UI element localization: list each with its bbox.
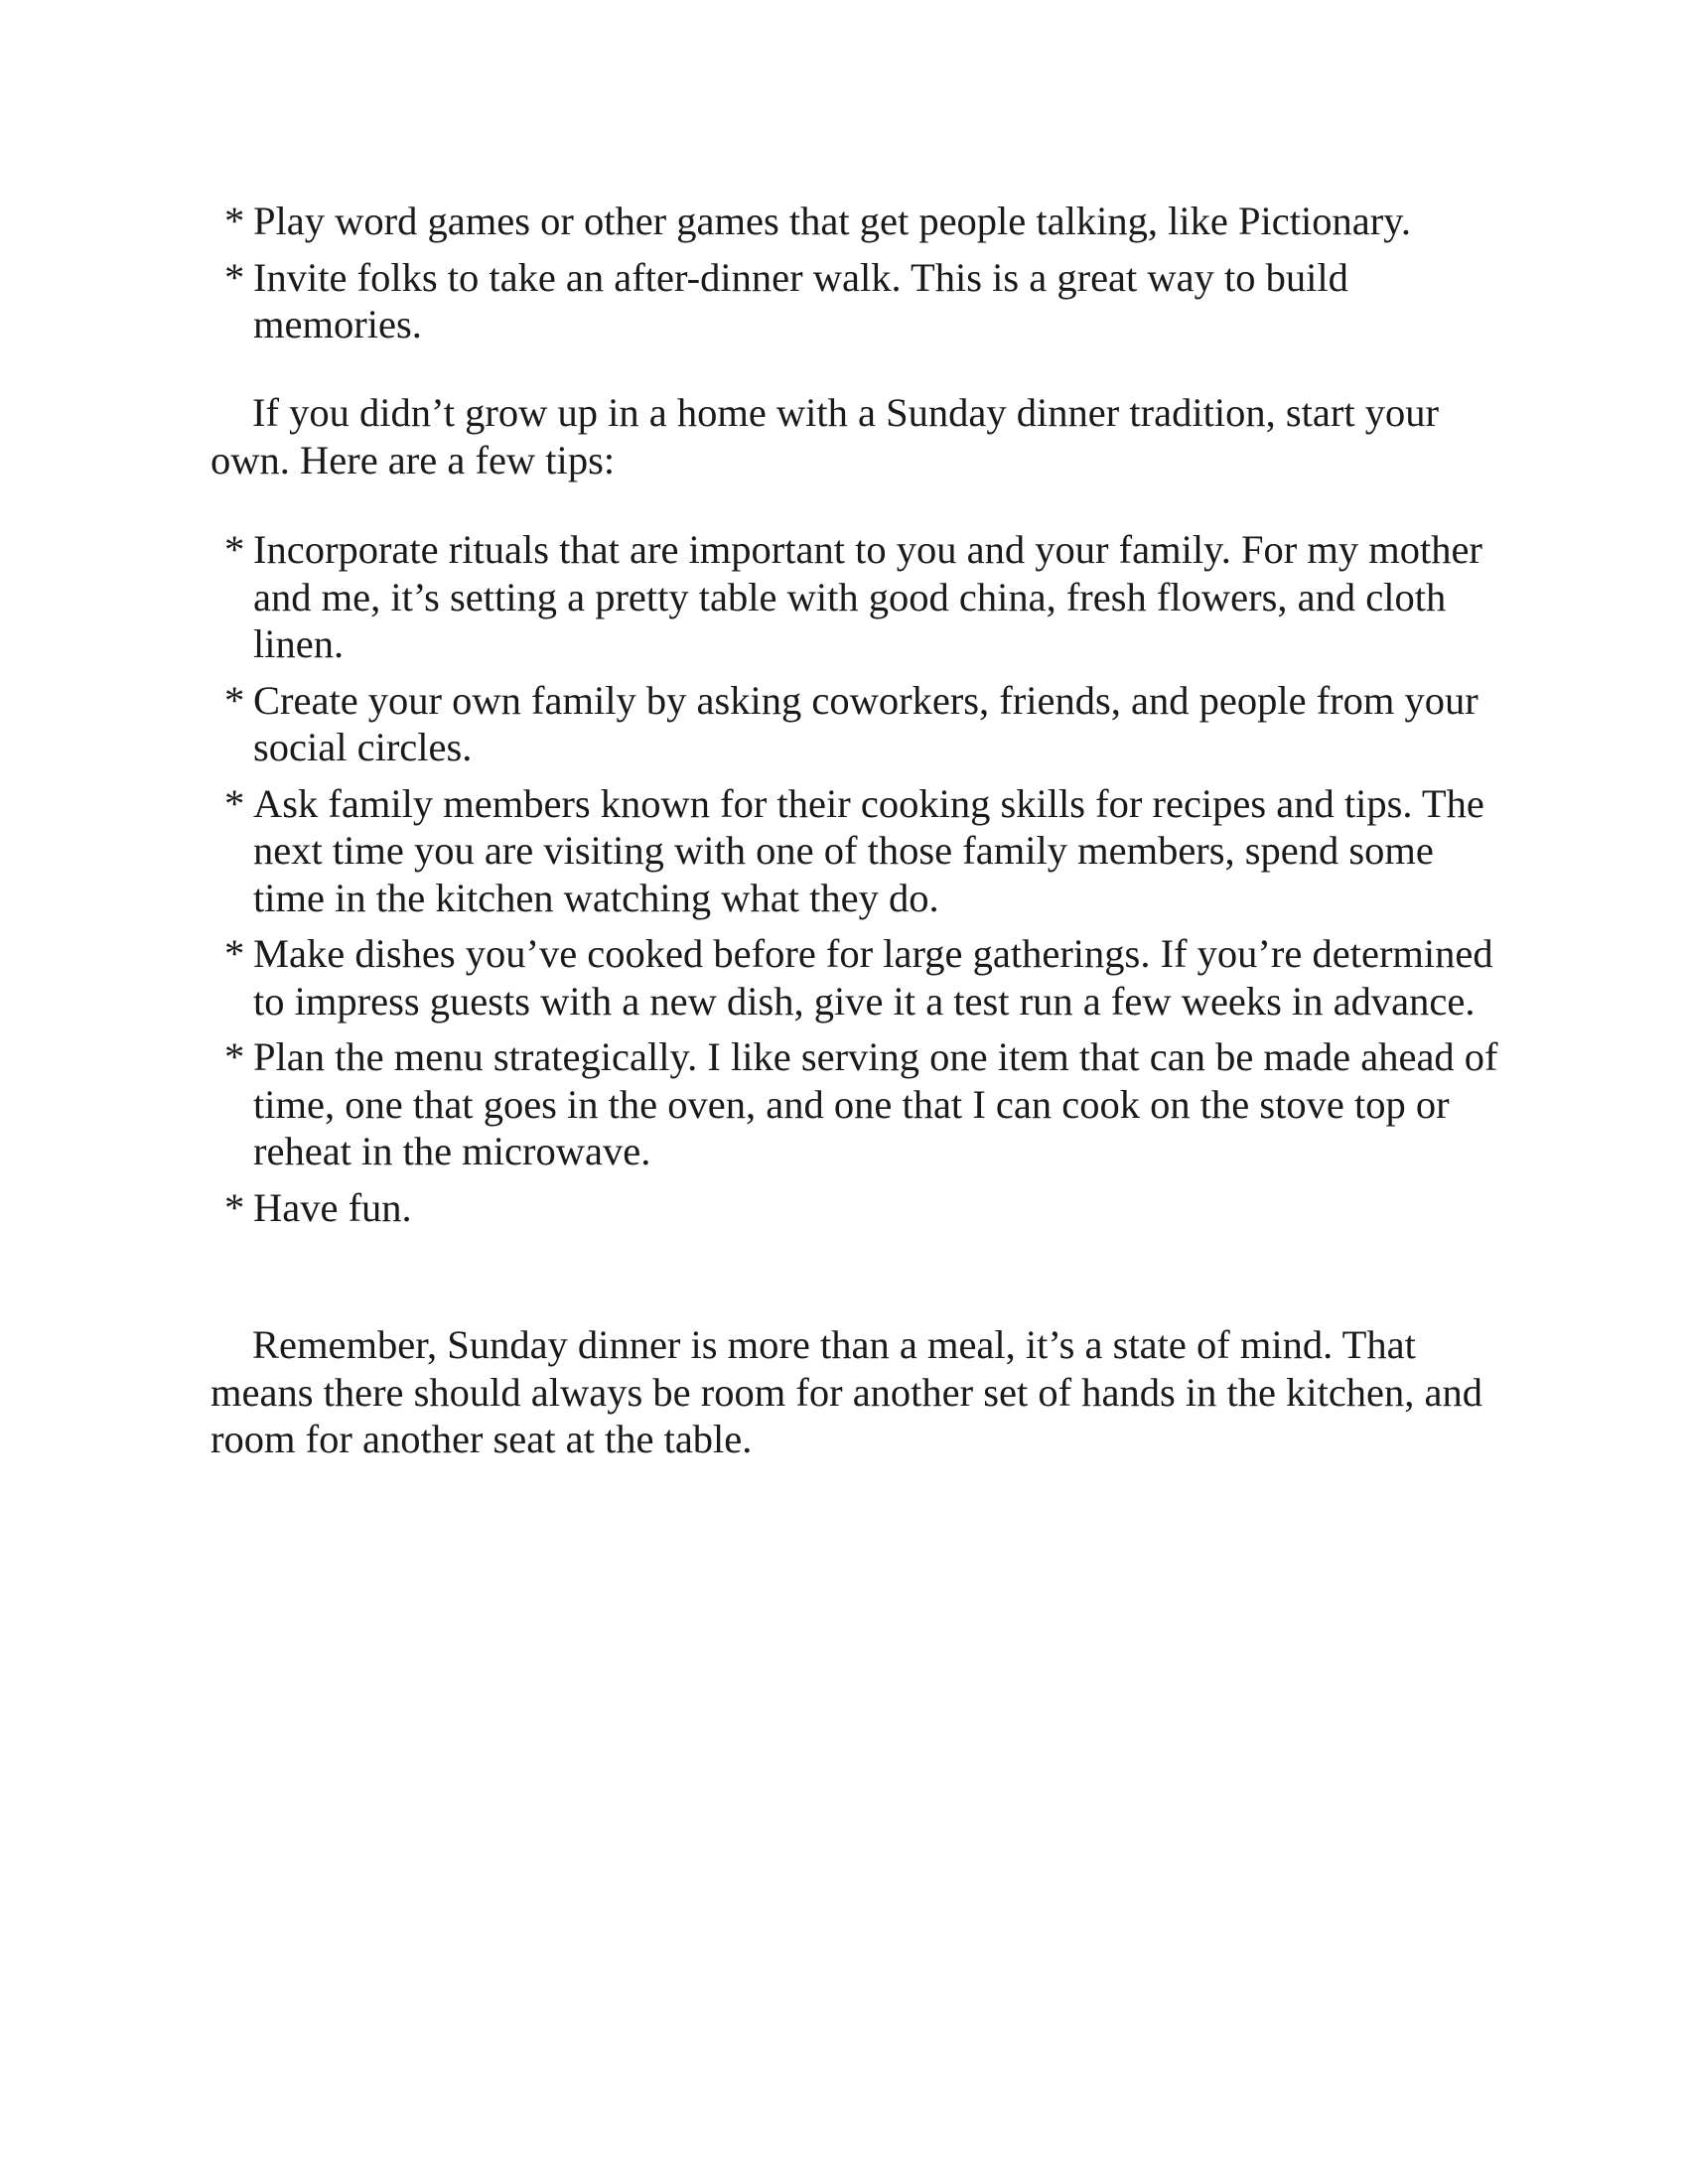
bullet-marker: * bbox=[224, 1034, 245, 1079]
tips-list-tradition bbox=[224, 526, 1505, 1240]
bullet-marker: * bbox=[224, 931, 245, 976]
list-item-text: Plan the menu strategically. I like serving one item that can be made ahead of time, one that goes in the oven, and one that I can cook on the stove top or reheat in the microwave. bbox=[253, 1034, 1498, 1173]
bullet-marker: * bbox=[224, 677, 245, 723]
list-item-text: Have fun. bbox=[253, 1184, 412, 1230]
list-item-text: Incorporate rituals that are important to you and your family. For my mother and me, it’s setting a pretty table with good china, fresh flowers, and cloth linen. bbox=[253, 527, 1482, 666]
list-item-text: Ask family members known for their cooking skills for recipes and tips. The next time you are visiting with one of those family members, spend some time in the kitchen watching what they do. bbox=[253, 780, 1484, 920]
bullet-marker: * bbox=[224, 1184, 245, 1230]
list-item bbox=[224, 930, 1505, 1024]
closing-paragraph: Remember, Sunday dinner is more than a meal, it’s a state of mind. That means there should always be room for another set of hands in the kitchen, and room for another seat at the table. bbox=[211, 1322, 1483, 1461]
tips-list-activities bbox=[224, 198, 1505, 357]
intro-paragraph: If you didn’t grow up in a home with a Sunday dinner tradition, start your own. Here are a few tips: bbox=[211, 390, 1439, 482]
list-item bbox=[224, 1184, 1505, 1232]
bullet-marker: * bbox=[224, 780, 245, 826]
list-item bbox=[224, 254, 1505, 348]
list-item-text: Invite folks to take an after-dinner walk. This is a great way to build memories. bbox=[253, 254, 1348, 346]
bullet-marker: * bbox=[224, 254, 245, 300]
list-item-text: Play word games or other games that get people talking, like Pictionary. bbox=[253, 199, 1411, 243]
list-item bbox=[224, 198, 1505, 245]
list-item bbox=[224, 780, 1505, 922]
bullet-marker: * bbox=[224, 199, 245, 243]
list-item bbox=[224, 677, 1505, 771]
list-item bbox=[224, 526, 1505, 668]
bullet-marker: * bbox=[224, 527, 245, 572]
list-item bbox=[224, 1033, 1505, 1175]
list-item-text: Make dishes you’ve cooked before for large gatherings. If you’re determined to impress guests with a new dish, give it a test run a few weeks in advance. bbox=[253, 931, 1493, 1024]
list-item-text: Create your own family by asking coworkers, friends, and people from your social circles. bbox=[253, 677, 1478, 769]
